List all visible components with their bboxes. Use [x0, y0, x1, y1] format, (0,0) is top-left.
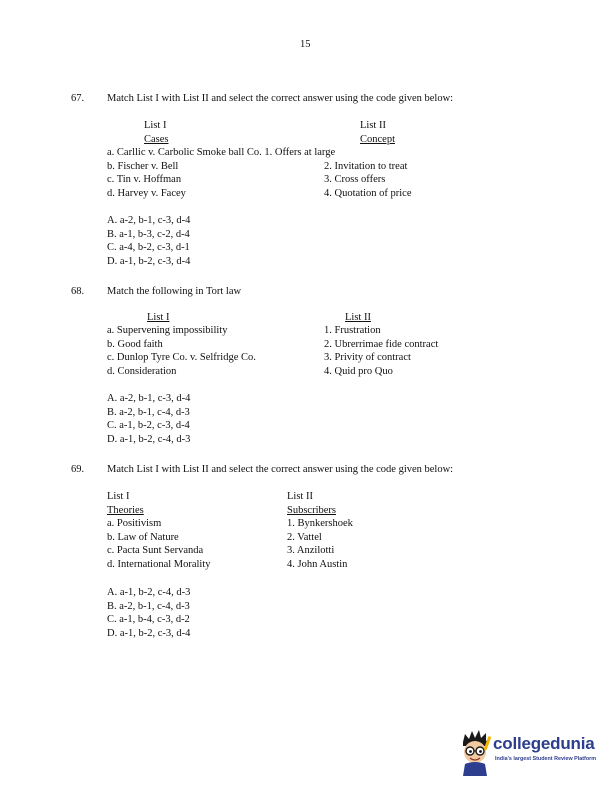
- list1-subtitle: Theories: [107, 505, 144, 516]
- list-item: b. Law of Nature: [107, 531, 179, 543]
- answer-option: D. a-1, b-2, c-3, d-4: [107, 255, 191, 267]
- list2-title: List II: [360, 120, 386, 131]
- list-item: 4. Quotation of price: [324, 187, 412, 199]
- list-item: 1. Offers at large: [264, 147, 336, 158]
- answer-option: C. a-1, b-4, c-3, d-2: [107, 614, 190, 626]
- list1-items: [107, 517, 211, 571]
- answer-option: D. a-1, b-2, c-3, d-4: [107, 627, 191, 639]
- list2-items: [324, 324, 438, 378]
- list1-title: List I: [107, 491, 130, 502]
- answer-option: A. a-2, b-1, c-3, d-4: [107, 393, 191, 404]
- list-item: 3. Cross offers: [324, 174, 386, 186]
- question-prompt: Match List I with List II and select the correct answer using the code given below:: [107, 93, 454, 104]
- list-item: a. Supervening impossibility: [107, 325, 228, 336]
- list2-title: List II: [287, 491, 313, 502]
- list2-items: [287, 517, 353, 571]
- answer-option: D. a-1, b-2, c-4, d-3: [107, 433, 191, 445]
- list-item: 1. Frustration: [324, 325, 381, 336]
- list-item: 4. John Austin: [287, 558, 348, 570]
- list1-subtitle: Cases: [144, 134, 169, 145]
- list-item: 3. Privity of contract: [324, 352, 411, 364]
- list1-items: [107, 324, 256, 378]
- list-item: d. Consideration: [107, 365, 177, 377]
- question-number: 69.: [71, 464, 85, 475]
- list2-items: [324, 160, 411, 201]
- question-prompt: Match List I with List II and select the correct answer using the code given below:: [107, 464, 454, 475]
- list-item: c. Pacta Sunt Servanda: [107, 545, 204, 557]
- answer-option: A. a-2, b-1, c-3, d-4: [107, 215, 191, 226]
- answer-options: [107, 586, 190, 640]
- mascot-icon: [455, 728, 495, 776]
- logo-name: collegedunia: [493, 734, 595, 753]
- list-item: 3. Anzilotti: [287, 545, 335, 557]
- collegedunia-logo: [455, 728, 605, 776]
- list-item: 1. Bynkershoek: [287, 518, 353, 529]
- list1-title: List I: [147, 312, 170, 323]
- page-number: 15: [300, 39, 311, 50]
- list-item: c. Dunlop Tyre Co. v. Selfridge Co.: [107, 352, 256, 364]
- list-item: d. International Morality: [107, 558, 211, 570]
- answer-option: C. a-1, b-2, c-3, d-4: [107, 420, 190, 432]
- list-item: b. Fischer v. Bell: [107, 160, 179, 172]
- question-number: 67.: [71, 93, 85, 104]
- list-item: d. Harvey v. Facey: [107, 187, 186, 199]
- answer-option: B. a-1, b-3, c-2, d-4: [107, 228, 190, 240]
- answer-option: A. a-1, b-2, c-4, d-3: [107, 587, 191, 598]
- list-item: 2. Vattel: [287, 531, 322, 543]
- answer-option: B. a-2, b-1, c-4, d-3: [107, 600, 190, 612]
- list2-title: List II: [345, 312, 371, 323]
- answer-option: C. a-4, b-2, c-3, d-1: [107, 242, 190, 254]
- logo-tagline: India's largest Student Review Platform: [495, 756, 597, 762]
- answer-option: B. a-2, b-1, c-4, d-3: [107, 406, 190, 418]
- list-item: c. Tin v. Hoffman: [107, 174, 182, 186]
- list2-subtitle: Subscribers: [287, 505, 336, 516]
- list1-title: List I: [144, 120, 167, 131]
- list-item: 4. Quid pro Quo: [324, 365, 393, 377]
- answer-options: [107, 392, 190, 446]
- list-item: a. Positivism: [107, 518, 162, 529]
- list-item: 2. Ubrerrimae fide contract: [324, 338, 439, 350]
- list-item: b. Good faith: [107, 338, 163, 350]
- answer-options: [107, 214, 190, 268]
- question-prompt: Match the following in Tort law: [107, 286, 242, 297]
- list1-items: [107, 146, 335, 200]
- list2-subtitle: Concept: [360, 134, 395, 145]
- list-item: 2. Invitation to treat: [324, 160, 408, 172]
- list-item: a. Carllic v. Carbolic Smoke ball Co. 1. Offers at large: [107, 147, 336, 158]
- question-number: 68.: [71, 286, 85, 297]
